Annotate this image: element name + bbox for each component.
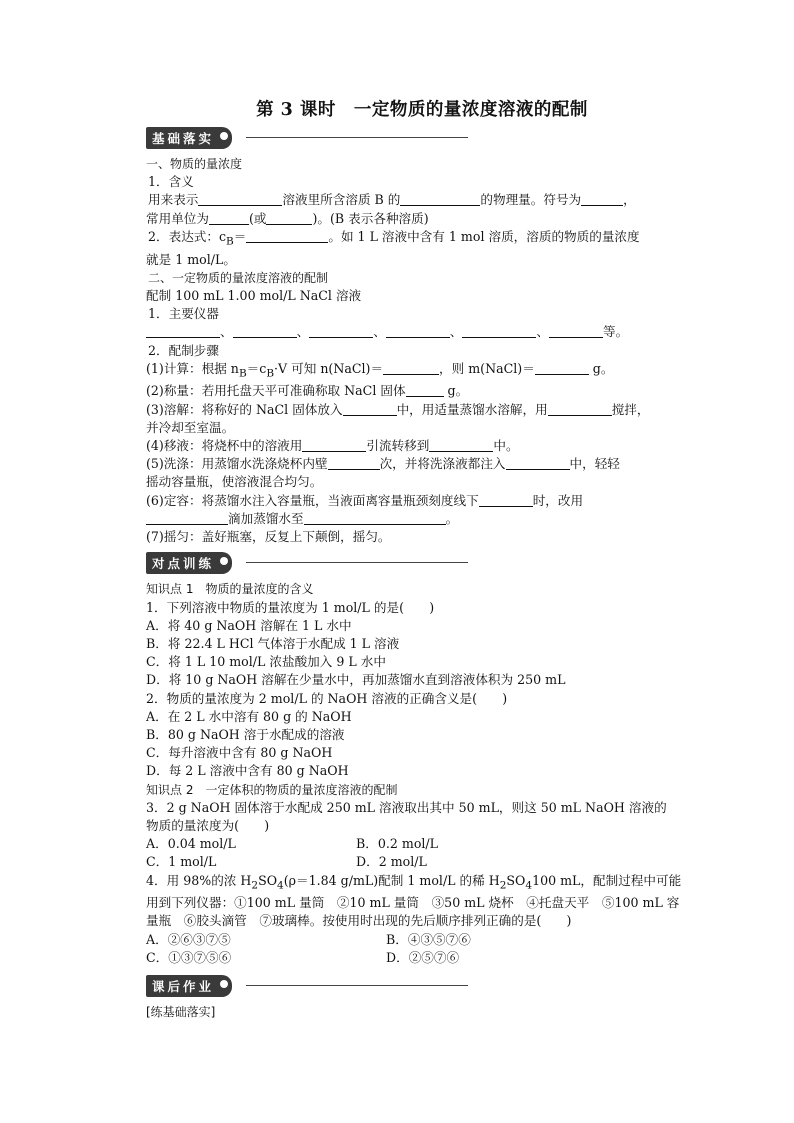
subheading: 1．含义 (148, 174, 194, 190)
step-line (146, 401, 678, 419)
option: D．2 mol/L (356, 854, 427, 870)
fill-blank (406, 384, 444, 397)
text: (5)洗涤：用蒸馏水洗涤烧杯内壁 (146, 456, 328, 472)
text: 。如 1 L 溶液中含有 1 mol 溶质，溶质的物质的量浓度 (328, 228, 640, 244)
subscript: 2 (251, 879, 259, 892)
text: 4．用 98%的浓 H (146, 872, 252, 888)
text: ＝ (233, 228, 247, 244)
section-label-text: 基础落实 (152, 131, 215, 146)
text: 、 (220, 324, 233, 340)
text: 、 (373, 324, 386, 340)
page-title: 第 3 课时 一定物质的量浓度溶液的配制 (256, 100, 588, 120)
question-continued: 物质的量浓度为( ) (146, 817, 270, 833)
subscript: 4 (277, 879, 284, 892)
text: 等。 (602, 324, 629, 340)
fill-blank (146, 512, 228, 525)
subheading: 1．主要仪器 (148, 306, 219, 322)
text: 用来表示 (148, 192, 199, 208)
text: 、 (449, 324, 463, 340)
subscript: B (226, 235, 234, 248)
text: 搅拌， (611, 401, 650, 417)
text: 的物理量。符号为 (480, 192, 582, 208)
section-label-text: 对点训练 (152, 556, 215, 572)
question-continued: 用到下列仪器：①100 mL 量筒 ②10 mL 量筒 ③50 mL 烧杯 ④托盘天平 ⑤100 mL 容 (146, 895, 680, 911)
fill-blank (209, 212, 249, 225)
text-line (146, 191, 678, 209)
fill-blank (535, 362, 589, 375)
text: 中，轻轻 (569, 456, 620, 472)
text: 滴加蒸馏水至 (228, 510, 304, 526)
text-line: 配制 100 mL 1.00 mol/L NaCl 溶液 (146, 287, 362, 303)
fill-blank (462, 325, 536, 338)
subscript: B (266, 367, 275, 380)
step-line (146, 492, 678, 510)
question (146, 872, 682, 895)
text: (4)移液：将烧杯中的溶液用 (146, 438, 303, 454)
section-label-text: 课后作业 (152, 979, 215, 995)
worksheet-page (146, 96, 682, 1021)
subscript: 2 (499, 879, 507, 892)
option-row (146, 835, 678, 853)
text-line (146, 210, 678, 228)
text: (6)定容：将蒸馏水注入容量瓶，当液面离容量瓶颈刻度线下 (146, 492, 479, 508)
heading: 二、一定物质的量浓度溶液的配制 (148, 270, 329, 285)
text: 。 (445, 510, 459, 526)
option: B．0.2 mol/L (356, 836, 439, 852)
text-line: 摇动容量瓶，使溶液混合均匀。 (146, 474, 323, 490)
fill-blank (581, 193, 623, 206)
divider (246, 137, 468, 138)
text: 次，并将洗涤液都注入 (379, 456, 506, 472)
text: g。 (588, 360, 614, 376)
subscript: B (238, 367, 247, 380)
subscript: 4 (525, 879, 533, 892)
option: D．每 2 L 溶液中含有 80 g NaOH (146, 763, 349, 779)
text: 溶液里所含溶质 B 的 (282, 192, 401, 208)
fill-blank (429, 439, 493, 452)
fill-blank (146, 325, 220, 338)
option: C．1 mol/L (146, 854, 217, 870)
text: ·V 可知 n(NaCl)＝ (274, 360, 384, 376)
text: (3)溶解：将称好的 NaCl 固体放入 (146, 401, 343, 417)
option: A．0.04 mol/L (146, 836, 236, 852)
divider (246, 562, 468, 563)
option-row (146, 949, 678, 967)
text-line (146, 228, 678, 251)
question: 3．2 g NaOH 固体溶于水配成 250 mL 溶液取出其中 50 mL，则这 50 mL NaOH 溶液的 (146, 799, 667, 815)
option: A．将 40 g NaOH 溶解在 1 L 水中 (146, 617, 352, 633)
text: g。 (443, 383, 469, 399)
fill-blank (506, 457, 570, 470)
option: B．将 22.4 L HCl 气体溶于水配成 1 L 溶液 (146, 635, 400, 651)
question-continued: 量瓶 ⑥胶头滴管 ⑦玻璃棒。按使用时出现的先后顺序排列正确的是( ) (146, 913, 572, 929)
option: D．将 10 g NaOH 溶解在少量水中，再加蒸馏水直到溶液体积为 250 mL (146, 672, 566, 688)
fill-blank (233, 325, 297, 338)
fill-blank (246, 230, 328, 243)
option: A．在 2 L 水中溶有 80 g 的 NaOH (146, 708, 352, 724)
step-line (146, 360, 678, 383)
bullet-dot-icon (220, 132, 228, 140)
step-line (146, 510, 678, 528)
section-label (146, 975, 232, 997)
fill-blank (198, 193, 282, 206)
text-line: 就是 1 mol/L。 (146, 251, 236, 267)
text: (或 (248, 210, 267, 226)
text: (1)计算：根据 n (146, 360, 239, 376)
option: A．②⑥③⑦⑤ (146, 931, 231, 947)
fill-blank (304, 512, 446, 525)
text: 常用单位为 (146, 210, 209, 226)
text: 中，用适量蒸馏水溶解，用 (396, 401, 548, 417)
text: 中。 (493, 438, 519, 454)
section-label (146, 552, 232, 574)
option: D．②⑤⑦⑥ (386, 949, 460, 965)
section-banner-basic (146, 127, 678, 147)
question: 1．下列溶液中物质的量浓度为 1 mol/L 的是( ) (146, 599, 435, 615)
fill-blank (386, 325, 450, 338)
fill-blank (400, 193, 480, 206)
option: C．①③⑦⑤⑥ (146, 949, 232, 965)
heading: 一、物质的量浓度 (146, 157, 243, 171)
subheading: 2．配制步骤 (148, 342, 219, 358)
step-line (146, 382, 678, 400)
option: B．④③⑤⑦⑥ (386, 931, 471, 947)
text: 引流转移到 (366, 438, 430, 454)
section-label (146, 127, 232, 149)
question: 2．物质的量浓度为 2 mol/L 的 NaOH 溶液的正确含义是( ) (146, 690, 508, 706)
fill-blank (266, 212, 312, 225)
fill-blank (302, 439, 366, 452)
text: SO (258, 872, 278, 888)
fill-blank (549, 325, 603, 338)
fill-blank (328, 457, 380, 470)
subsection-label: [练基础落实] (146, 1005, 216, 1020)
text: SO (506, 872, 526, 888)
bullet-dot-icon (220, 980, 228, 988)
option: C．将 1 L 10 mol/L 浓盐酸加入 9 L 水中 (146, 654, 386, 670)
text: )。(B 表示各种溶质) (312, 210, 429, 226)
knowledge-point: 知识点 1 物质的量浓度的含义 (146, 582, 314, 597)
section-banner-homework (146, 975, 678, 995)
instrument-blanks (146, 323, 678, 341)
step-line (146, 437, 678, 455)
text: ＝c (246, 360, 267, 376)
divider (246, 985, 468, 986)
fill-blank (479, 494, 533, 507)
option: C．每升溶液中含有 80 g NaOH (146, 745, 333, 761)
fill-blank (343, 403, 397, 416)
text: (2)称量：若用托盘天平可准确称取 NaCl 固体 (146, 383, 406, 399)
text-line: 并冷却至室温。 (146, 419, 235, 435)
section-banner-practice (146, 552, 678, 572)
bullet-dot-icon (220, 557, 228, 565)
text: 时，改用 (532, 492, 584, 508)
text: 、 (296, 324, 310, 340)
fill-blank (548, 403, 612, 416)
text: 100 mL，配制过程中可能 (532, 872, 682, 888)
knowledge-point: 知识点 2 一定体积的物质的量浓度溶液的配制 (146, 782, 398, 797)
step-line: (7)摇匀：盖好瓶塞，反复上下颠倒，摇匀。 (146, 529, 391, 545)
text: ， (623, 192, 636, 208)
step-line (146, 455, 678, 473)
fill-blank (309, 325, 373, 338)
text: 2．表达式：c (148, 228, 227, 244)
text: 、 (536, 324, 549, 340)
fill-blank (383, 362, 439, 375)
option-row (146, 931, 678, 949)
text: (ρ＝1.84 g/mL)配制 1 mol/L 的稀 H (283, 872, 500, 888)
option-row (146, 853, 678, 871)
text: ，则 m(NaCl)＝ (439, 360, 535, 376)
option: B．80 g NaOH 溶于水配成的溶液 (146, 726, 345, 742)
